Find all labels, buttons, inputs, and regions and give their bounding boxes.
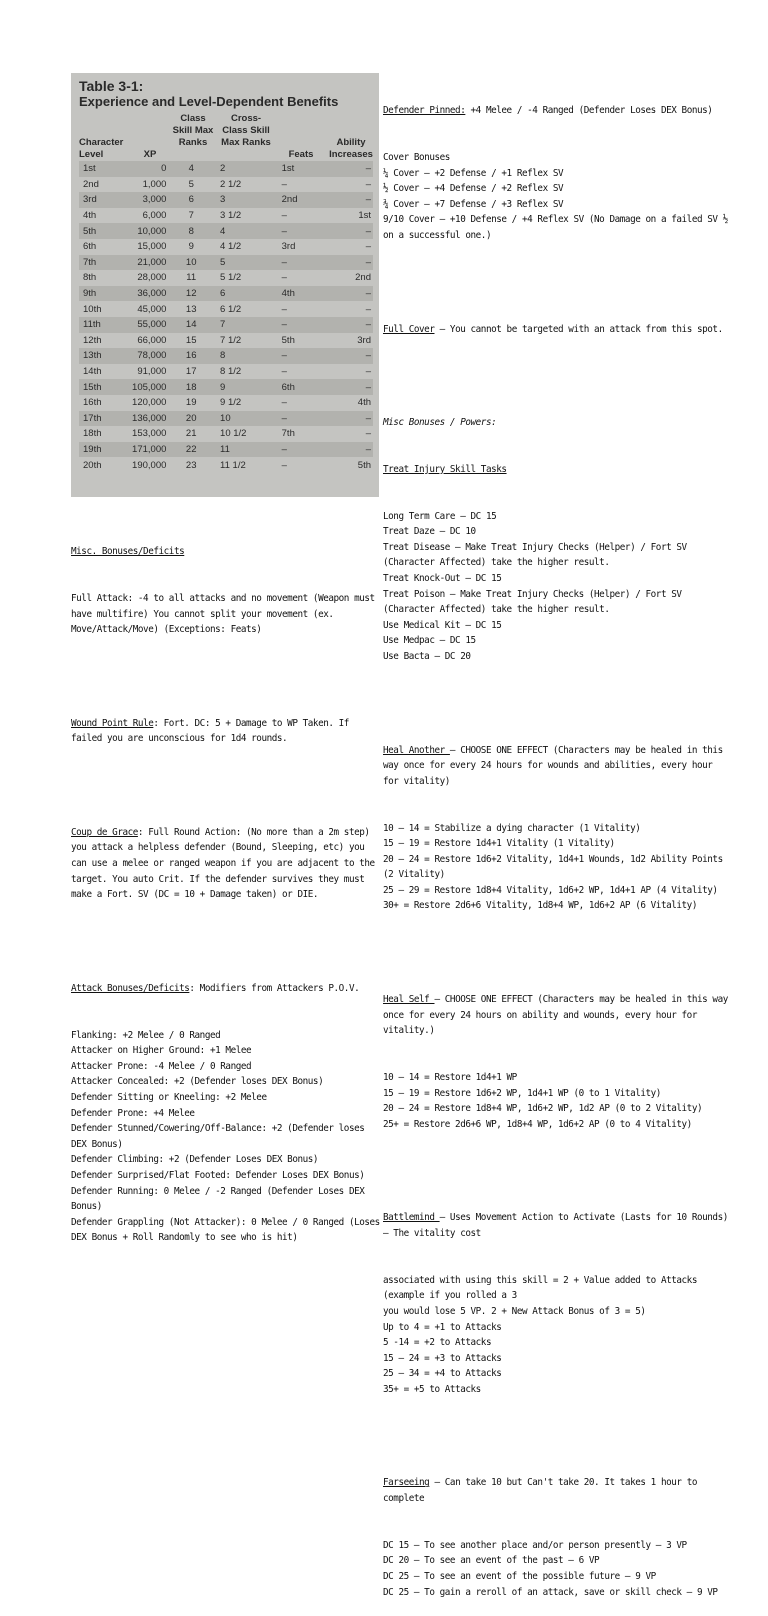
table-cell: 1,000 — [142, 178, 167, 190]
table-row — [79, 379, 373, 395]
table-cell: 5 — [188, 178, 194, 190]
table-cell: – — [365, 194, 371, 206]
table-cell: 0 — [161, 163, 167, 175]
table-cell: – — [365, 241, 371, 253]
battlemind: Battlemind – Uses Movement Action to Activate (Lasts for 10 Rounds) – The vitality cost — [383, 1212, 734, 1239]
table-cell: 9 1/2 — [220, 397, 242, 409]
table-cell: 1st — [358, 210, 371, 222]
table-cell: 120,000 — [132, 397, 167, 409]
attack-modifier-line: Defender Climbing: +2 (Defender Loses DEX Bonus) — [71, 1154, 319, 1166]
full-cover: Full Cover – You cannot be targeted with an attack from this spot. — [383, 323, 723, 335]
table-cell: – — [365, 428, 371, 440]
battlemind-line: Up to 4 = +1 to Attacks — [383, 1321, 502, 1333]
table-cell: 105,000 — [132, 381, 167, 393]
table-cell: 13 — [185, 303, 197, 315]
table-cell: 3 1/2 — [220, 210, 242, 222]
table-cell: 17 — [185, 366, 197, 378]
table-cell: – — [365, 350, 371, 362]
table-cell: 4 — [220, 225, 226, 237]
table-row — [79, 442, 373, 458]
table-header — [79, 111, 373, 161]
table-cell: 15,000 — [137, 241, 167, 253]
heal-self: Heal Self – CHOOSE ONE EFFECT (Characters may be healed in this way once for every 24 hours on ability and wounds, every hour for vitality.) — [383, 994, 734, 1037]
table-cell: 45,000 — [137, 303, 167, 315]
table-cell: 3rd — [281, 241, 296, 253]
heal-another-line: 30+ = Restore 2d6+6 Vitality, 1d8+4 WP, 1d6+2 AP (6 Vitality) — [383, 900, 697, 912]
table-cell: – — [281, 459, 287, 471]
table-row — [79, 457, 373, 473]
table-cell: – — [365, 225, 371, 237]
table-cell: 7 — [188, 210, 194, 222]
header-xp: XP — [143, 149, 157, 160]
table-cell: 2nd — [281, 194, 298, 206]
table-cell: 10,000 — [137, 225, 167, 237]
table-cell: 16 — [185, 350, 197, 362]
table-cell: 9th — [83, 288, 97, 300]
table-cell: 171,000 — [132, 443, 167, 455]
table-cell: – — [281, 225, 287, 237]
table-cell: 21,000 — [137, 256, 167, 268]
table-cell: – — [365, 178, 371, 190]
table-cell: 15th — [83, 381, 102, 393]
table-cell: 6 1/2 — [220, 303, 242, 315]
heal-self-line: 25+ = Restore 2d6+6 WP, 1d8+4 WP, 1d6+2 AP (0 to 4 Vitality) — [383, 1118, 692, 1130]
table-cell: – — [281, 443, 287, 455]
table-row — [79, 333, 373, 349]
heal-self-line: 20 – 24 = Restore 1d8+4 WP, 1d6+2 WP, 1d2 AP (0 to 2 Vitality) — [383, 1103, 703, 1115]
table-cell: – — [281, 272, 287, 284]
attack-modifier-line: Defender Sitting or Kneeling: +2 Melee — [71, 1091, 267, 1103]
table-cell: 5 1/2 — [220, 272, 242, 284]
table-row — [79, 192, 373, 208]
table-row — [79, 411, 373, 427]
table-cell: 2nd — [83, 178, 99, 190]
table-cell: 14 — [185, 319, 197, 331]
table-cell: 7 — [220, 319, 226, 331]
heal-another-line: 20 – 24 = Restore 1d6+2 Vitality, 1d4+1 Wounds, 1d2 Ability Points (2 Vitality) — [383, 853, 728, 881]
table-cell: – — [281, 178, 287, 190]
right-column — [383, 72, 734, 1616]
table-cell: – — [281, 319, 287, 331]
cover-line: ¼ Cover – +2 Defense / +1 Reflex SV — [383, 167, 564, 179]
table-row — [79, 177, 373, 193]
table-cell: 20th — [83, 459, 102, 471]
table-row — [79, 348, 373, 364]
table-cell: 11th — [83, 319, 101, 331]
table-cell: 4th — [357, 397, 371, 409]
table-cell: 4th — [83, 210, 97, 222]
table-cell: – — [281, 210, 287, 222]
table-cell: 190,000 — [132, 459, 167, 471]
misc-heading: Misc. Bonuses/Deficits — [71, 546, 185, 558]
table-cell: 19 — [185, 397, 197, 409]
table-cell: 6th — [83, 241, 97, 253]
cover-line: ½ Cover – +4 Defense / +2 Reflex SV — [383, 183, 564, 195]
defender-pinned: Defender Pinned: +4 Melee / -4 Ranged (Defender Loses DEX Bonus) — [383, 105, 713, 117]
table-cell: – — [281, 350, 287, 362]
heal-another-line: 25 – 29 = Restore 1d8+4 Vitality, 1d6+2 WP, 1d4+1 AP (4 Vitality) — [383, 884, 718, 896]
treat-injury-line: Long Term Care – DC 15 — [383, 510, 497, 522]
heal-self-line: 10 – 14 = Restore 1d4+1 WP — [383, 1072, 517, 1083]
table-cell: 91,000 — [137, 366, 167, 378]
table-cell: 3 — [220, 194, 226, 206]
table-cell: 17th — [83, 412, 102, 424]
table-cell: 7th — [281, 428, 295, 440]
table-row — [79, 161, 373, 177]
table-row — [79, 270, 373, 286]
cover-line: Cover Bonuses — [383, 151, 450, 163]
wound-point-rule: Wound Point Rule: Fort. DC: 5 + Damage to WP Taken. If failed you are unconscious for 1d4 rounds. — [71, 717, 355, 745]
treat-injury-line: Treat Daze – DC 10 — [383, 526, 476, 538]
table-cell: – — [365, 443, 371, 455]
table-cell: 14th — [83, 366, 102, 378]
table-cell: – — [365, 412, 371, 424]
table-cell: 78,000 — [137, 350, 167, 362]
table-cell: 1st — [281, 163, 295, 175]
table-cell: 15 — [185, 334, 197, 346]
table-cell: 5th — [357, 459, 371, 471]
battlemind-line: you would lose 5 VP. 2 + New Attack Bonus of 3 = 5) — [383, 1305, 646, 1317]
table-row — [79, 208, 373, 224]
farseeing-line: DC 20 – To see an event of the past – 6 VP — [383, 1555, 600, 1567]
table-row — [79, 317, 373, 333]
table-cell: 19th — [83, 443, 102, 455]
heal-another-line: 10 – 14 = Stabilize a dying character (1 Vitality) — [383, 822, 641, 834]
table-cell: 2nd — [355, 272, 371, 284]
heal-another-lines — [383, 821, 731, 915]
table-cell: 22 — [185, 443, 197, 455]
table-cell: 18 — [185, 381, 197, 393]
attack-modifier-line: Flanking: +2 Melee / 0 Ranged — [71, 1029, 221, 1041]
treat-injury-line: Use Medical Kit – DC 15 — [383, 619, 502, 631]
left-column — [71, 513, 383, 1262]
battlemind-lines — [383, 1273, 731, 1398]
table-cell: 5th — [281, 334, 295, 346]
battlemind-line: 35+ = +5 to Attacks — [383, 1383, 481, 1395]
table-cell: 2 1/2 — [220, 178, 242, 190]
header-class-skill: Class Skill Max Ranks — [172, 113, 214, 148]
table-cell: 4 — [188, 163, 194, 175]
table-cell: 9 — [188, 241, 194, 253]
treat-injury-line: Use Bacta – DC 20 — [383, 650, 471, 662]
table-cell: 55,000 — [137, 319, 167, 331]
attack-bonuses-heading: Attack Bonuses/Deficits: Modifiers from Attackers P.O.V. — [71, 982, 360, 994]
table-cell: – — [365, 366, 371, 378]
table-cell: 6 — [188, 194, 194, 206]
farseeing-lines — [383, 1538, 731, 1600]
attack-modifier-line: Defender Surprised/Flat Footed: Defender Loses DEX Bonus) — [71, 1169, 365, 1181]
table-cell: 5th — [83, 225, 97, 237]
table-subtitle: Experience and Level-Dependent Benefits — [79, 94, 339, 109]
heal-self-line: 15 – 19 = Restore 1d6+2 WP, 1d4+1 WP (0 to 1 Vitality) — [383, 1087, 661, 1099]
table-cell: 8th — [83, 272, 97, 284]
table-cell: 3,000 — [142, 194, 167, 206]
table-cell: 10 — [185, 256, 197, 268]
table-cell: 4 1/2 — [220, 241, 242, 253]
heal-self-lines — [383, 1070, 731, 1132]
table-cell: 36,000 — [137, 288, 167, 300]
treat-injury-line: Use Medpac – DC 15 — [383, 635, 476, 647]
attack-modifier-line: Attacker Prone: -4 Melee / 0 Ranged — [71, 1060, 252, 1072]
header-ability: Ability Increases — [329, 137, 373, 160]
attack-modifier-line: Defender Grappling (Not Attacker): 0 Melee / 0 Ranged (Loses DEX Bonus + Roll Randomly to see who is hit) — [71, 1216, 385, 1244]
attack-modifier-line: Defender Prone: +4 Melee — [71, 1107, 195, 1119]
experience-table-image — [71, 73, 379, 497]
treat-injury-line: Treat Knock-Out – DC 15 — [383, 573, 502, 584]
table-body — [79, 161, 373, 473]
table-cell: 11 — [220, 443, 230, 455]
table-cell: 3rd — [357, 334, 371, 346]
attack-lines — [71, 1028, 383, 1246]
table-row — [79, 255, 373, 271]
table-row — [79, 286, 373, 302]
battlemind-line: 15 – 24 = +3 to Attacks — [383, 1352, 502, 1364]
cover-line: ¾ Cover – +7 Defense / +3 Reflex SV — [383, 198, 564, 210]
heal-another: Heal Another – CHOOSE ONE EFFECT (Characters may be healed in this way once for every 24 hours for wounds and abilities, every hour for vitality) — [383, 744, 728, 787]
attack-modifier-line: Attacker Concealed: +2 (Defender loses DEX Bonus) — [71, 1076, 324, 1088]
battlemind-line: 5 -14 = +2 to Attacks — [383, 1337, 492, 1349]
table-cell: 6th — [281, 381, 295, 393]
table-cell: 10 1/2 — [220, 428, 247, 440]
attack-modifier-line: Attacker on Higher Ground: +1 Melee — [71, 1045, 252, 1057]
table-cell: 20 — [185, 412, 197, 424]
table-title: Table 3-1: — [79, 78, 144, 94]
header-feats: Feats — [288, 149, 314, 160]
battlemind-line: associated with using this skill = 2 + Value added to Attacks (example if you rolled a 3 — [383, 1274, 703, 1302]
header-level: Character Level — [79, 137, 124, 160]
table-cell: – — [281, 303, 287, 315]
table-cell: 8 — [220, 350, 226, 362]
table-cell: 12 — [185, 288, 197, 300]
table-cell: – — [365, 303, 371, 315]
cover-lines — [383, 150, 734, 244]
table-cell: – — [281, 412, 287, 424]
attack-modifier-line: Defender Running: 0 Melee / -2 Ranged (Defender Loses DEX Bonus) — [71, 1185, 370, 1213]
table-cell: 153,000 — [132, 428, 167, 440]
table-cell: 18th — [83, 428, 102, 440]
table-cell: – — [365, 319, 371, 331]
table-cell: 66,000 — [137, 334, 167, 346]
farseeing-line: DC 25 – To see an event of the possible future – 9 VP — [383, 1571, 656, 1582]
table-cell: 1st — [83, 163, 96, 175]
table-cell: 11 — [186, 272, 197, 284]
table-row — [79, 239, 373, 255]
table-row — [79, 223, 373, 239]
table-cell: – — [281, 397, 287, 409]
table-cell: 5 — [220, 256, 226, 268]
table-row — [79, 395, 373, 411]
table-cell: 11 1/2 — [220, 459, 246, 471]
table-cell: 21 — [185, 428, 197, 440]
table-cell: – — [365, 256, 371, 268]
table-cell: 2 — [220, 163, 226, 175]
table-row — [79, 426, 373, 442]
table-cell: – — [281, 366, 287, 378]
table-cell: 8 — [188, 225, 194, 237]
table-cell: 9 — [220, 381, 226, 393]
table-cell: 7 1/2 — [220, 334, 242, 346]
battlemind-line: 25 – 34 = +4 to Attacks — [383, 1368, 502, 1380]
table-cell: 136,000 — [132, 412, 167, 424]
table-row — [79, 301, 373, 317]
table-cell: 7th — [83, 256, 97, 268]
table-cell: 6,000 — [142, 210, 167, 222]
attack-modifier-line: Defender Stunned/Cowering/Off-Balance: +2 (Defender loses DEX Bonus) — [71, 1123, 370, 1150]
treat-injury-line: Treat Poison – Make Treat Injury Checks (Helper) / Fort SV (Character Affected) take the higher result. — [383, 588, 687, 616]
header-cross-class: Cross-Class Skill Max Ranks — [221, 113, 271, 148]
table-cell: 12th — [83, 334, 102, 346]
table-cell: 8 1/2 — [220, 366, 242, 378]
misc-powers-heading: Misc Bonuses / Powers: — [383, 417, 497, 429]
table-cell: 13th — [83, 350, 102, 362]
table-cell: – — [365, 163, 371, 175]
table-cell: 10th — [83, 303, 102, 315]
table-cell: 23 — [185, 459, 197, 471]
farseeing-line: DC 15 – To see another place and/or person presently – 3 VP — [383, 1539, 687, 1551]
treat-injury-line: Treat Disease – Make Treat Injury Checks (Helper) / Fort SV (Character Affected) take the higher result. — [383, 541, 692, 569]
treat-lines — [383, 509, 731, 665]
table-cell: 6 — [220, 288, 226, 300]
table-cell: 16th — [83, 397, 102, 409]
full-attack-text: Full Attack: -4 to all attacks and no movement (Weapon must have multifire) You cannot split your movement (ex. Move/Attack/Move) (Exceptions: Feats) — [71, 592, 380, 636]
table-row — [79, 364, 373, 380]
table-cell: 10 — [220, 412, 231, 424]
table-cell: 4th — [281, 288, 295, 300]
table-cell: 3rd — [83, 194, 97, 206]
farseeing: Farseeing – Can take 10 but Can't take 20. It takes 1 hour to complete — [383, 1477, 703, 1505]
cover-line: 9/10 Cover – +10 Defense / +4 Reflex SV (No Damage on a failed SV ½ on a successful one.) — [383, 214, 734, 241]
treat-injury-heading: Treat Injury Skill Tasks — [383, 463, 507, 475]
table-cell: – — [281, 256, 287, 268]
table-cell: 28,000 — [137, 272, 167, 284]
table-cell: – — [365, 381, 371, 393]
table-cell: – — [365, 288, 371, 300]
farseeing-line: DC 25 – To gain a reroll of an attack, save or skill check – 9 VP — [383, 1586, 718, 1598]
heal-another-line: 15 – 19 = Restore 1d4+1 Vitality (1 Vitality) — [383, 838, 615, 850]
coup-de-grace: Coup de Grace: Full Round Action: (No more than a 2m step) you attack a helpless defender (Bound, Sleeping, etc) you can use a melee or ranged weapon if you are adjacent to the target. You auto Crit. If the defender survives they must make a Fort. SV (DC = 10 + Damage taken) or DIE. — [71, 826, 380, 901]
